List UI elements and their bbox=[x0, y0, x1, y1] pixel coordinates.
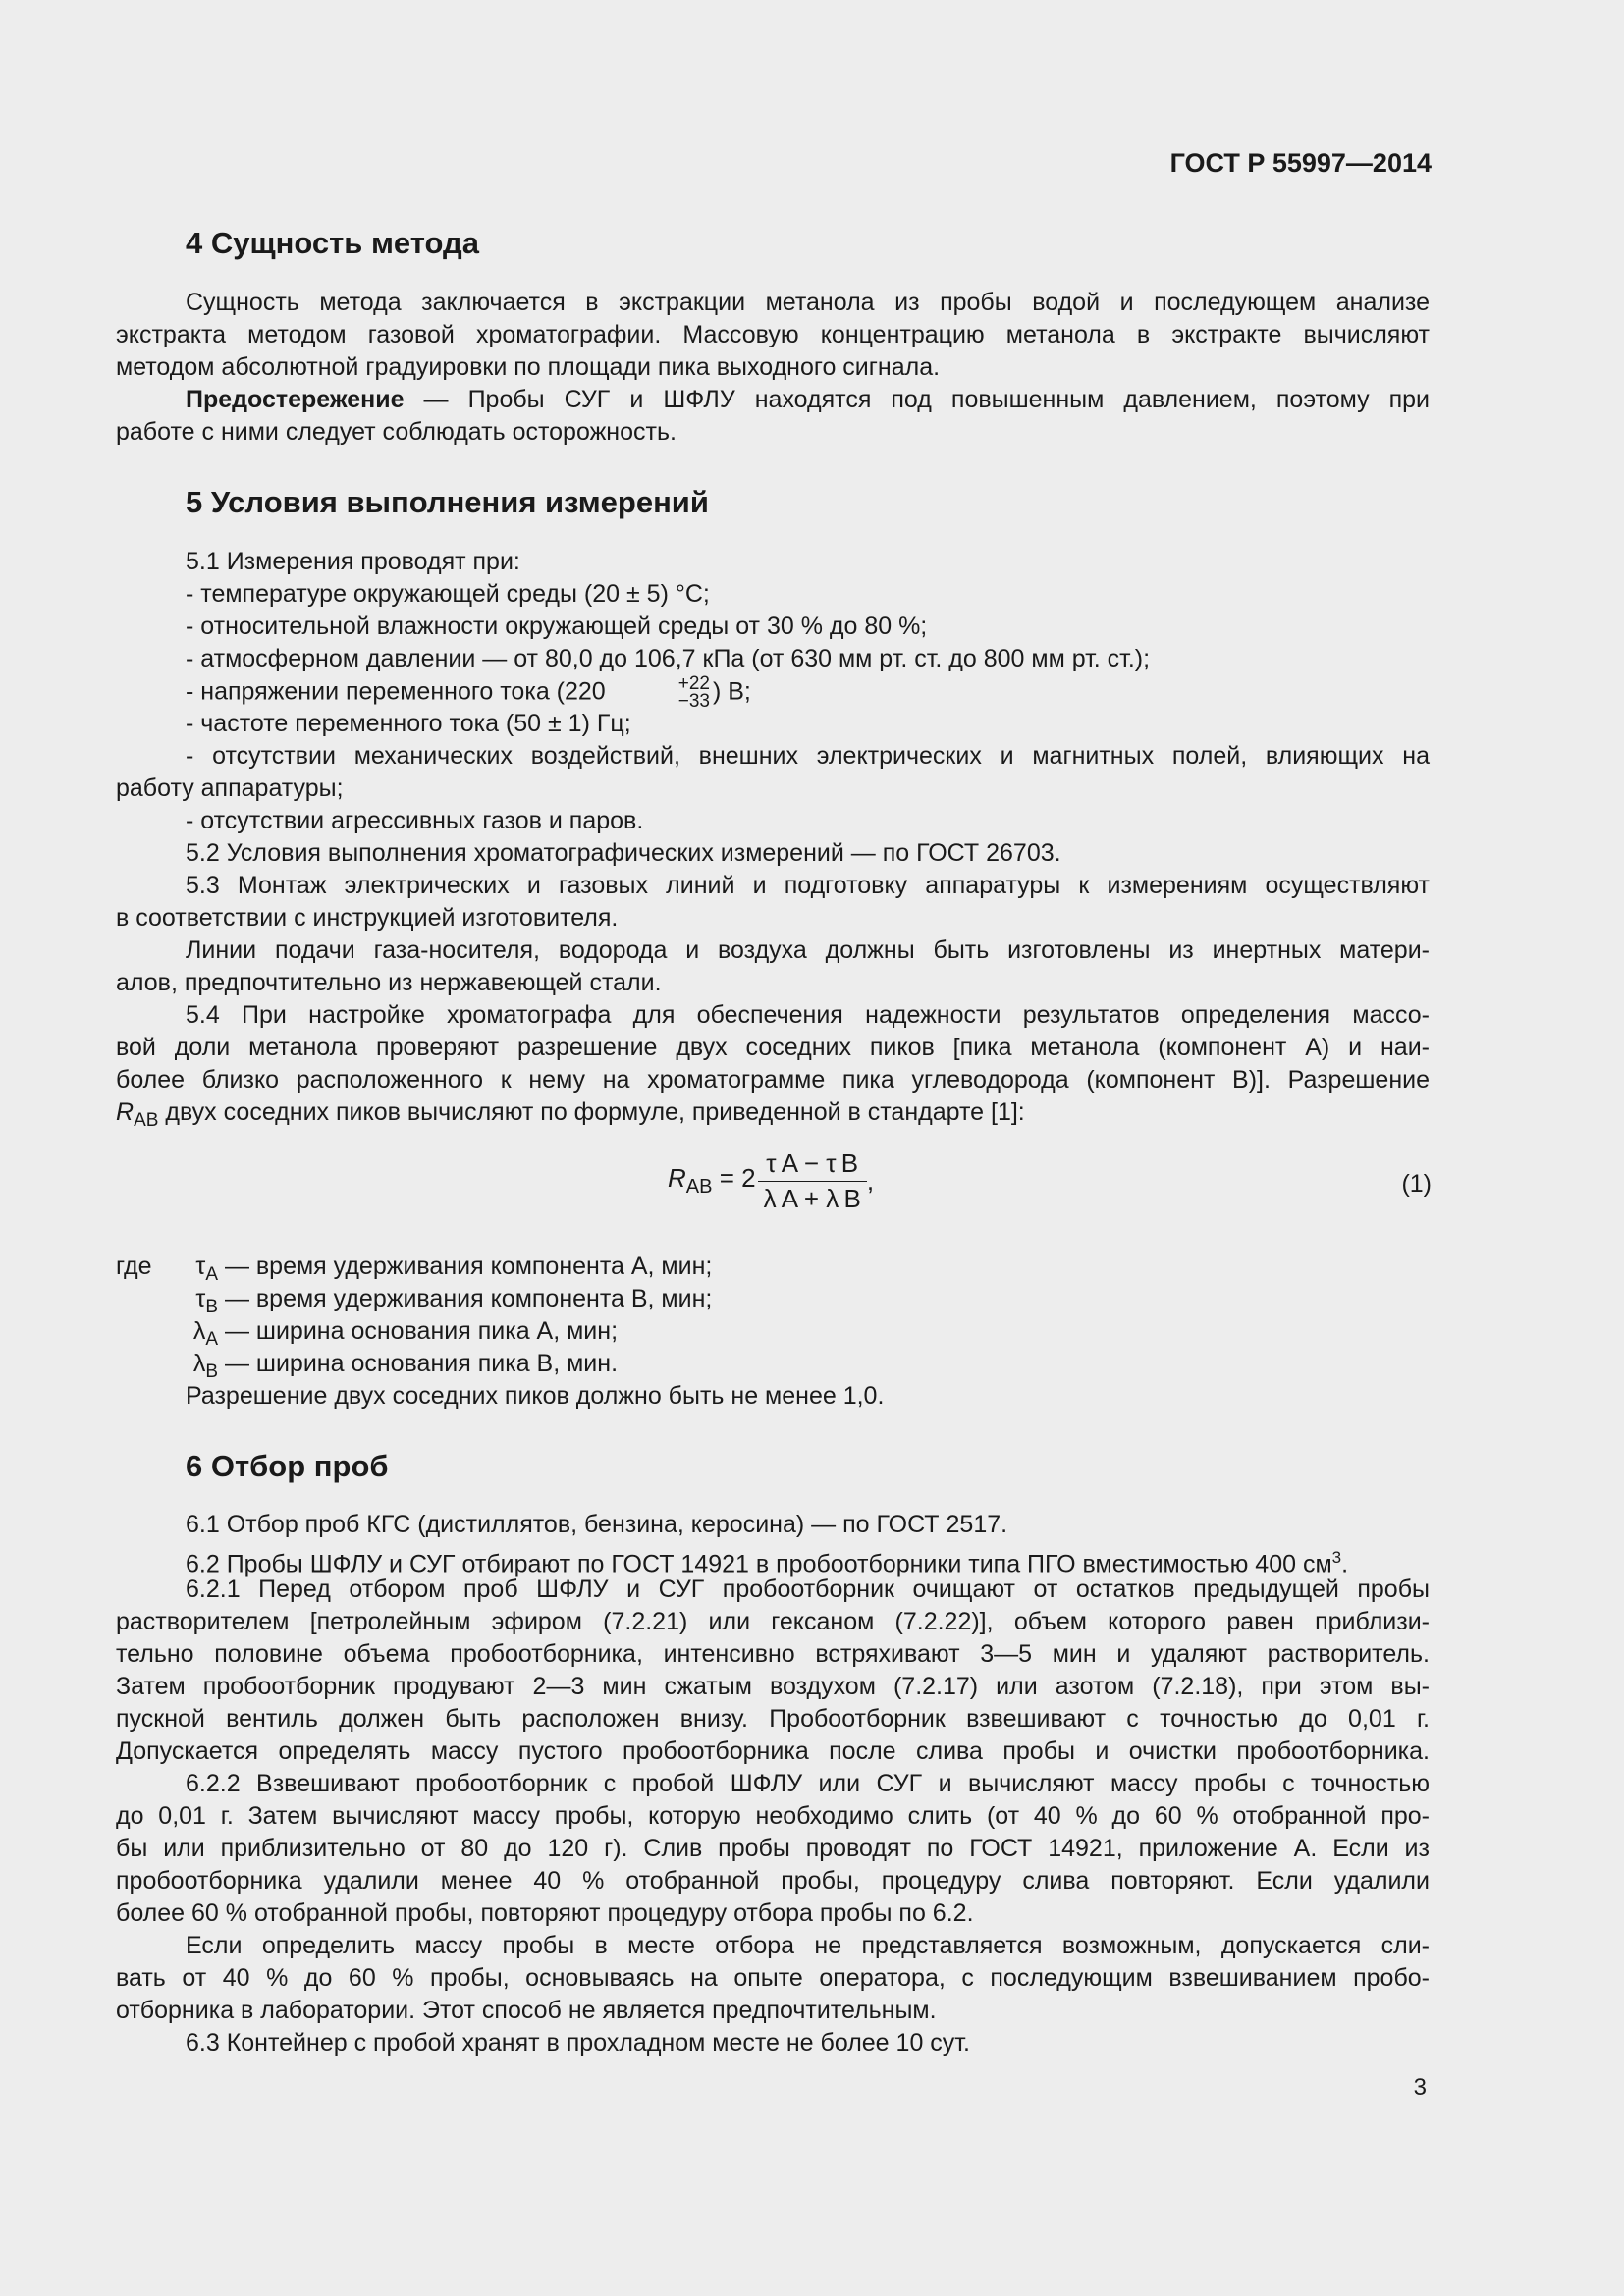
formula-denominator: λ A + λ B bbox=[763, 1184, 861, 1213]
paragraph-line: работе с ними следует соблюдать осторожность. bbox=[116, 418, 677, 446]
paragraph-line: алов, предпочтительно из нержавеющей стали. bbox=[116, 969, 662, 996]
page-number: 3 bbox=[1413, 2074, 1427, 2101]
list-item: работу аппаратуры; bbox=[116, 774, 344, 802]
section-5-title: 5 Условия выполнения измерений bbox=[186, 485, 709, 519]
formula-resolution: $R_{AB} = 2$ $\frac{\text{τ A − τ B}}{\text{λ A + λ B}}$ , bbox=[668, 1148, 875, 1213]
paragraph-line: 6.2.2 Взвешивают пробоотборник с пробой ШФЛУ или СУГ и вычисляют массу пробы с точностью bbox=[186, 1770, 1430, 1797]
tolerance: +22 −33 bbox=[677, 673, 710, 712]
warning-label: Предостережение — bbox=[186, 386, 449, 413]
paragraph-line: в соответствии с инструкцией изготовителя. bbox=[116, 904, 619, 932]
warning-line bbox=[116, 384, 1430, 416]
formula-number: (1) bbox=[1401, 1170, 1432, 1198]
list-item: - отсутствии механических воздействий, внешних электрических и магнитных полей, влияющих на bbox=[186, 742, 1430, 770]
formula-numerator: τ A − τ B bbox=[758, 1148, 867, 1182]
paragraph-line: Если определить массу пробы в месте отбора не представляется возможным, допускается сли- bbox=[186, 1932, 1430, 1959]
paragraph-line: Линии подачи газа-носителя, водорода и воздуха должны быть изготовлены из инертных матери- bbox=[186, 936, 1430, 964]
definition-row: $\lambda_A$ — ширина основания пика А, мин; bbox=[192, 1317, 619, 1350]
paragraph-line: более близко расположенного к нему на хроматограмме пика углеводорода (компонент В)]. Разрешение bbox=[116, 1066, 1430, 1094]
paragraph-line: методом абсолютной градуировки по площади пика выходного сигнала. bbox=[116, 353, 941, 381]
paragraph-line: Допускается определять массу пустого пробоотборника после слива пробы и очистки пробоотборника. bbox=[116, 1737, 1430, 1765]
paragraph-line: 6.3 Контейнер с пробой хранят в прохладном месте не более 10 сут. bbox=[186, 2029, 970, 2056]
document-code: ГОСТ Р 55997—2014 bbox=[1169, 148, 1432, 178]
paragraph-line: тельно половине объема пробоотборника, интенсивно встряхивают 3—5 мин и удаляют растворитель. bbox=[116, 1640, 1430, 1668]
list-item: 5.1 Измерения проводят при: bbox=[186, 548, 520, 575]
list-item: - атмосферном давлении — от 80,0 до 106,7 кПа (от 630 мм рт. ст. до 800 мм рт. ст.); bbox=[186, 645, 1151, 672]
paragraph-line: $R_{AB}$ двух соседних пиков вычисляют по формуле, приведенной в стандарте [1]: bbox=[116, 1098, 1025, 1131]
paragraph-line: вой доли метанола проверяют разрешение двух соседних пиков [пика метанола (компонент А) и наи- bbox=[116, 1034, 1430, 1061]
list-item-voltage: - напряжении переменного тока (220 +22 −33 ) В; bbox=[186, 673, 751, 712]
list-item: - относительной влажности окружающей среды от 30 % до 80 %; bbox=[186, 613, 928, 640]
paragraph-line: Затем пробоотборник продувают 2—3 мин сжатым воздухом (7.2.17) или азотом (7.2.18), при этом вы- bbox=[116, 1673, 1430, 1700]
paragraph-line: бы или приблизительно от 80 до 120 г). Слив пробы проводят по ГОСТ 14921, приложение А. Если из bbox=[116, 1835, 1430, 1862]
paragraph-line: 6.2 Пробы ШФЛУ и СУГ отбирают по ГОСТ 14921 в пробоотборники типа ПГО вместимостью 400 $см^3$. bbox=[186, 1548, 1349, 1578]
paragraph-line: 5.3 Монтаж электрических и газовых линий и подготовку аппаратуры к измерениям осуществляют bbox=[186, 872, 1430, 899]
paragraph-line: вать от 40 % до 60 % пробы, основываясь на опыте оператора, с последующим взвешиванием пробо- bbox=[116, 1964, 1430, 1992]
definition-row: $\tau_B$ — время удерживания компонента В, мин; bbox=[195, 1285, 713, 1317]
paragraph-line: 5.2 Условия выполнения хроматографических измерений — по ГОСТ 26703. bbox=[186, 839, 1061, 867]
paragraph-line: Сущность метода заключается в экстракции метанола из пробы водой и последующем анализе bbox=[186, 289, 1430, 316]
section-6-title: 6 Отбор проб bbox=[186, 1449, 389, 1483]
paragraph-line: отборника в лаборатории. Этот способ не является предпочтительным. bbox=[116, 1997, 937, 2024]
definition-row: $\lambda_B$ — ширина основания пика В, мин. bbox=[192, 1350, 619, 1382]
paragraph-line: пускной вентиль должен быть расположен внизу. Пробоотборник взвешивают с точностью до 0,01 г. bbox=[116, 1705, 1430, 1733]
paragraph-line: экстракта методом газовой хроматографии. Массовую концентрацию метанола в экстракте вычисляют bbox=[116, 321, 1430, 348]
formula-fraction bbox=[758, 1148, 867, 1214]
warning-text: Пробы СУГ и ШФЛУ находятся под повышенным давлением, поэтому при bbox=[448, 386, 1431, 413]
paragraph-line: Разрешение двух соседних пиков должно быть не менее 1,0. bbox=[186, 1382, 885, 1410]
list-item: - отсутствии агрессивных газов и паров. bbox=[186, 807, 644, 834]
paragraph-line: растворителем [петролейным эфиром (7.2.21) или гексаном (7.2.22)], объем которого равен приблизи- bbox=[116, 1608, 1430, 1635]
paragraph-line: пробоотборника удалили менее 40 % отобранной пробы, процедуру слива повторяют. Если удалили bbox=[116, 1867, 1430, 1895]
paragraph-line: более 60 % отобранной пробы, повторяют процедуру отбора пробы по 6.2. bbox=[116, 1899, 974, 1927]
paragraph-line: 5.4 При настройке хроматографа для обеспечения надежности результатов определения массо- bbox=[186, 1001, 1430, 1029]
paragraph-line: 6.2.1 Перед отбором проб ШФЛУ и СУГ пробоотборник очищают от остатков предыдущей пробы bbox=[186, 1575, 1430, 1603]
paragraph-line: 6.1 Отбор проб КГС (дистиллятов, бензина, керосина) — по ГОСТ 2517. bbox=[186, 1511, 1008, 1538]
list-item: - частоте переменного тока (50 ± 1) Гц; bbox=[186, 710, 631, 737]
list-item: - температуре окружающей среды (20 ± 5) °С; bbox=[186, 580, 710, 608]
definition-row: где $\tau_A$ — время удерживания компонента А, мин; bbox=[116, 1253, 713, 1285]
paragraph-line: до 0,01 г. Затем вычисляют массу пробы, которую необходимо слить (от 40 % до 60 % отобранной про- bbox=[116, 1802, 1430, 1830]
section-4-title: 4 Сущность метода bbox=[186, 226, 479, 260]
